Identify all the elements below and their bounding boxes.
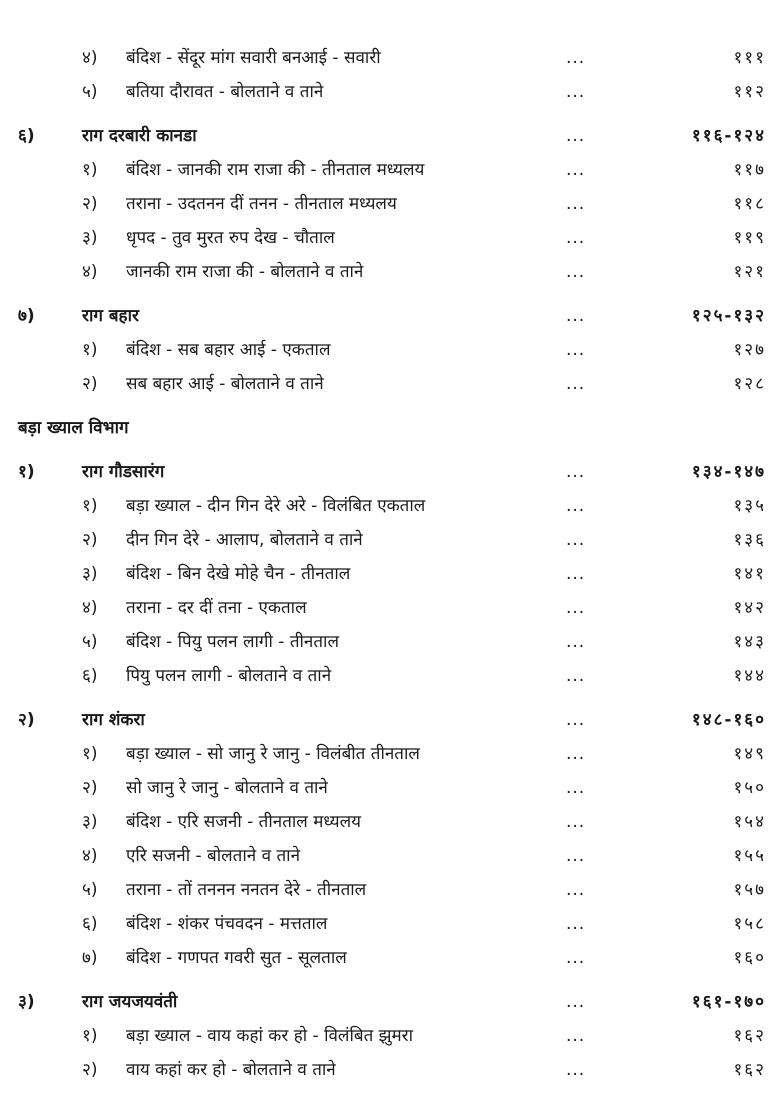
page-number: १५५ (733, 846, 766, 866)
entry-title: बंदिश - जानकी राम राजा की - तीनताल मध्यलय (126, 160, 425, 180)
toc-entry-row (0, 75, 780, 109)
entry-number: ७) (82, 948, 98, 968)
dot-leader: ... (566, 262, 586, 282)
dot-leader: ... (566, 992, 586, 1012)
entry-title: तराना - दर दीं तना - एकताल (126, 598, 307, 618)
entry-title: जानकी राम राजा की - बोलताने व ताने (126, 262, 364, 282)
toc-entry-row (0, 659, 780, 693)
page-number: ११८ (733, 194, 766, 214)
entry-title: बड़ा ख्याल - दीन गिन देरे अरे - विलंबित एकताल (126, 496, 426, 516)
dot-leader: ... (566, 160, 586, 180)
entry-number: २) (82, 778, 98, 798)
entry-number: ३) (82, 812, 98, 832)
page-number: १५० (733, 778, 766, 798)
dot-leader: ... (566, 530, 586, 550)
dot-leader: ... (566, 812, 586, 832)
page-number: १४९ (733, 744, 766, 764)
entry-number: ४) (82, 262, 98, 282)
dot-leader: ... (566, 598, 586, 618)
entry-title: पियु पलन लागी - बोलताने व ताने (126, 666, 332, 686)
entry-title: दीन गिन देरे - आलाप, बोलताने व ताने (126, 530, 363, 550)
toc-entry-row (0, 221, 780, 255)
raga-section-row (0, 299, 780, 333)
dot-leader: ... (566, 744, 586, 764)
page-number: १६० (733, 948, 766, 968)
toc-entry-row (0, 591, 780, 625)
dot-leader: ... (566, 710, 586, 730)
toc-entry-row (0, 1053, 780, 1087)
toc-entry-row (0, 839, 780, 873)
entry-title: बड़ा ख्याल - सो जानु रे जानु - विलंबीत तीनताल (126, 744, 420, 764)
part-heading-title: बड़ा ख्याल विभाग (18, 418, 129, 438)
page-number: १२७ (733, 340, 766, 360)
entry-title: एरि सजनी - बोलताने व ताने (126, 846, 300, 866)
entry-title: बंदिश - बिन देखे मोहे चैन - तीनताल (126, 564, 351, 584)
page-number: ११६-१२४ (691, 126, 766, 146)
page-number: १२५-१३२ (691, 306, 766, 326)
dot-leader: ... (566, 82, 586, 102)
toc-entry-row (0, 771, 780, 805)
entry-title: तराना - उदतनन दीं तनन - तीनताल मध्यलय (126, 194, 397, 214)
page-number: १३४-१४७ (691, 462, 766, 482)
entry-title: बंदिश - गणपत गवरी सुत - सूलताल (126, 948, 347, 968)
entry-title: बंदिश - पियु पलन लागी - तीनताल (126, 632, 339, 652)
raga-section-row (0, 985, 780, 1019)
page-number: ११७ (733, 160, 766, 180)
entry-title: बंदिश - सब बहार आई - एकताल (126, 340, 331, 360)
dot-leader: ... (566, 126, 586, 146)
entry-number: ७) (18, 306, 35, 326)
entry-number: १) (18, 462, 35, 482)
entry-number: २) (82, 374, 98, 394)
dot-leader: ... (566, 496, 586, 516)
entry-number: १) (82, 496, 98, 516)
toc-entry-row (0, 873, 780, 907)
dot-leader: ... (566, 914, 586, 934)
toc-entry-row (0, 557, 780, 591)
toc-entry-row (0, 333, 780, 367)
entry-number: २) (18, 710, 35, 730)
entry-number: ६) (18, 126, 35, 146)
entry-title: सब बहार आई - बोलताने व ताने (126, 374, 324, 394)
dot-leader: ... (566, 194, 586, 214)
toc-entry-row (0, 367, 780, 401)
entry-title: राग बहार (82, 306, 139, 326)
page-number: ११९ (733, 228, 766, 248)
entry-number: १) (82, 160, 98, 180)
dot-leader: ... (566, 564, 586, 584)
dot-leader: ... (566, 632, 586, 652)
entry-number: १) (82, 744, 98, 764)
entry-number: ३) (82, 228, 98, 248)
entry-number: ६) (82, 914, 98, 934)
toc-entry-row (0, 523, 780, 557)
entry-title: बंदिश - शंकर पंचवदन - मत्तताल (126, 914, 328, 934)
page-number: १४१ (733, 564, 766, 584)
entry-number: ४) (82, 598, 98, 618)
entry-number: ३) (82, 564, 98, 584)
entry-title: बतिया दौरावत - बोलताने व ताने (126, 82, 324, 102)
entry-number: २) (82, 530, 98, 550)
entry-title: तराना - तों तननन ननतन देरे - तीनताल (126, 880, 367, 900)
entry-number: ३) (18, 992, 35, 1012)
table-of-contents (0, 41, 780, 1087)
dot-leader: ... (566, 462, 586, 482)
entry-title: बंदिश - सेंदूर मांग सवारी बनआई - सवारी (126, 48, 381, 68)
page-number: १५७ (733, 880, 766, 900)
entry-number: १) (82, 340, 98, 360)
entry-title: धृपद - तुव मुरत रुप देख - चौताल (126, 228, 335, 248)
entry-number: ५) (82, 880, 98, 900)
entry-title: वाय कहां कर हो - बोलताने व ताने (126, 1060, 336, 1080)
toc-entry-row (0, 625, 780, 659)
dot-leader: ... (566, 1026, 586, 1046)
page-number: १४८-१६० (691, 710, 766, 730)
dot-leader: ... (566, 374, 586, 394)
dot-leader: ... (566, 880, 586, 900)
raga-section-row (0, 119, 780, 153)
dot-leader: ... (566, 306, 586, 326)
page-number: ११२ (733, 82, 766, 102)
page-number: १११ (733, 48, 766, 68)
page-number: १४४ (733, 666, 766, 686)
entry-title: बड़ा ख्याल - वाय कहां कर हो - विलंबित झुमरा (126, 1026, 414, 1046)
dot-leader: ... (566, 846, 586, 866)
toc-entry-row (0, 187, 780, 221)
dot-leader: ... (566, 48, 586, 68)
entry-number: ४) (82, 48, 98, 68)
page-number: १६१-१७० (691, 992, 766, 1012)
dot-leader: ... (566, 228, 586, 248)
page-number: १३५ (733, 496, 766, 516)
entry-title: राग दरबारी कानडा (82, 126, 197, 146)
dot-leader: ... (566, 1060, 586, 1080)
entry-title: राग जयजयवंती (82, 992, 178, 1012)
page-number: १६२ (733, 1026, 766, 1046)
entry-number: ५) (82, 632, 98, 652)
entry-number: ४) (82, 846, 98, 866)
dot-leader: ... (566, 948, 586, 968)
toc-entry-row (0, 153, 780, 187)
entry-number: ५) (82, 82, 98, 102)
page-number: १३६ (733, 530, 766, 550)
toc-entry-row (0, 805, 780, 839)
entry-title: राग गौडसारंग (82, 462, 165, 482)
entry-number: ६) (82, 666, 98, 686)
toc-entry-row (0, 489, 780, 523)
page-number: १२८ (733, 374, 766, 394)
entry-number: १) (82, 1026, 98, 1046)
page-number: १४३ (733, 632, 766, 652)
page-number: १६२ (733, 1060, 766, 1080)
dot-leader: ... (566, 778, 586, 798)
raga-section-row (0, 703, 780, 737)
dot-leader: ... (566, 340, 586, 360)
entry-title: बंदिश - एरि सजनी - तीनताल मध्यलय (126, 812, 362, 832)
raga-section-row (0, 455, 780, 489)
toc-entry-row (0, 255, 780, 289)
entry-title: सो जानु रे जानु - बोलताने व ताने (126, 778, 328, 798)
entry-title: राग शंकरा (82, 710, 145, 730)
toc-entry-row (0, 41, 780, 75)
page-number: १२१ (733, 262, 766, 282)
page-number: १४२ (733, 598, 766, 618)
toc-entry-row (0, 941, 780, 975)
page-number: १५४ (733, 812, 766, 832)
toc-entry-row (0, 907, 780, 941)
dot-leader: ... (566, 666, 586, 686)
part-heading (0, 411, 780, 445)
toc-entry-row (0, 1019, 780, 1053)
entry-number: २) (82, 194, 98, 214)
page-number: १५८ (733, 914, 766, 934)
toc-entry-row (0, 737, 780, 771)
entry-number: २) (82, 1060, 98, 1080)
